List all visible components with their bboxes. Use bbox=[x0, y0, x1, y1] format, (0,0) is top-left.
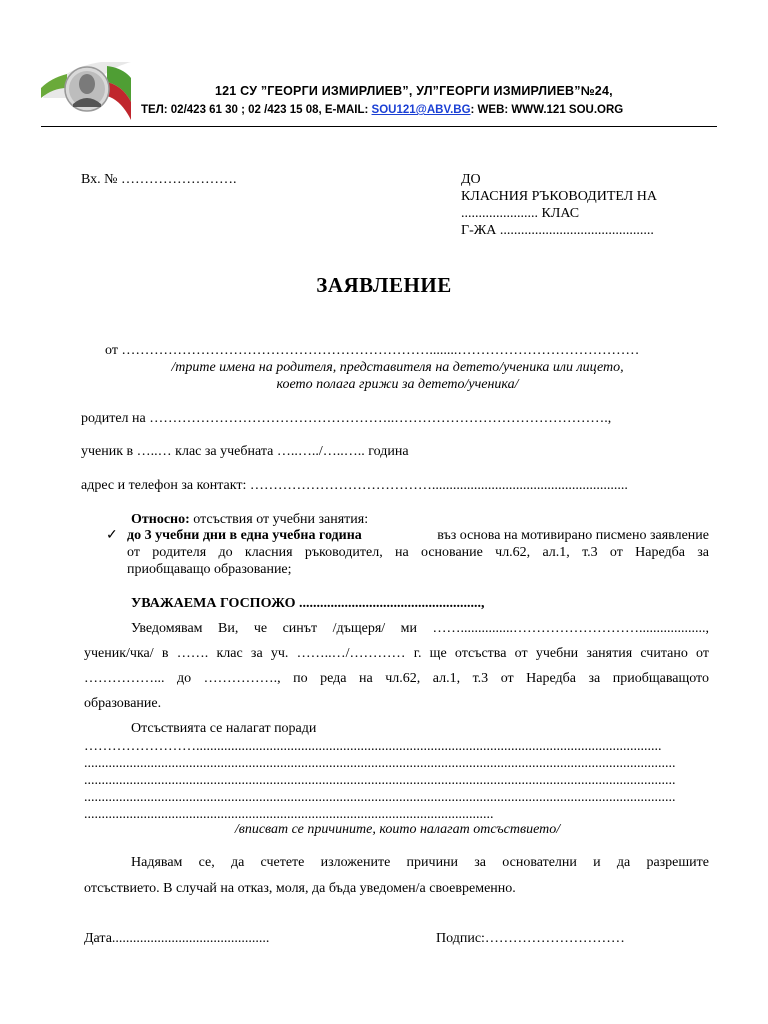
from-line: от …………………………………………………………........………………………………… bbox=[105, 343, 640, 358]
date-field: Дата............................................. bbox=[84, 931, 270, 946]
document-title: ЗАЯВЛЕНИЕ bbox=[316, 273, 452, 297]
web-label: : WEB: WWW.121 SOU.ORG bbox=[470, 104, 624, 116]
bullet-line-2: от родителя до класния ръководител, на основание чл.62, ал.1, т.3 от Наредба за bbox=[127, 545, 709, 560]
checkmark-icon: ✓ bbox=[106, 528, 118, 543]
body-line-2: ученик/чка/ в ……. клас за уч. ……..…/………… г. ще отсъства от учебни занятия считано от bbox=[84, 646, 709, 661]
reasons-hint: /вписват се причините, които налагат отсъствието/ bbox=[234, 822, 561, 837]
address-line: адрес и телефон за контакт: …………………………………........................................................ bbox=[81, 478, 628, 493]
reasons-dots-2: ......................................................................................................................................................................... bbox=[84, 756, 676, 771]
incoming-number: Вх. № ……………………. bbox=[81, 172, 237, 187]
bullet-line-1 bbox=[127, 528, 709, 544]
addressee-class: ...................... КЛАС bbox=[461, 206, 580, 221]
reasons-label: Отсъствията се налагат поради bbox=[131, 721, 317, 736]
from-hint-1: /трите имена на родителя, представителя на детето/ученика или лицето, bbox=[171, 360, 624, 375]
addressee-name: Г-ЖА ............................................ bbox=[461, 223, 654, 238]
parent-line: родител на ……………………………………………..………………………………………., bbox=[81, 411, 612, 426]
body-line-1: Уведомявам Ви, че синът /дъщеря/ ми ……...............………………………..................., bbox=[131, 621, 709, 636]
bullet-text-1: въз основа на мотивирано писмено заявление bbox=[437, 528, 709, 543]
body-line-3: ……………... до ……………., по реда на чл.62, ал.1, т.3 от Наредба за приобщаващото bbox=[84, 671, 709, 686]
salutation: УВАЖАЕМА ГОСПОЖО ...................................................., bbox=[131, 596, 485, 611]
reasons-dots-4: ......................................................................................................................................................................... bbox=[84, 790, 676, 805]
student-line: ученик в …..… клас за учебната …..…../…..….. година bbox=[81, 444, 409, 459]
header-divider bbox=[41, 126, 717, 127]
closing-line-1: Надявам се, да счетете изложените причини за основателни и да разрешите bbox=[131, 855, 709, 870]
closing-line-2: отсъствието. В случай на отказ, моля, да бъда уведомен/а своевременно. bbox=[84, 881, 516, 896]
addressee-to: ДО bbox=[461, 172, 481, 187]
bullet-line-3: приобщаващо образование; bbox=[127, 562, 292, 577]
phone-label: ТЕЛ: 02/423 61 30 ; 02 /423 15 08, E-MAIL: bbox=[141, 104, 372, 116]
from-hint-2: което полага грижи за детето/ученика/ bbox=[276, 377, 519, 392]
email-link[interactable]: SOU121@ABV.BG bbox=[371, 104, 471, 116]
school-header-title: 121 СУ ”ГЕОРГИ ИЗМИРЛИЕВ”, УЛ”ГЕОРГИ ИЗМИРЛИЕВ”№24, bbox=[215, 84, 613, 98]
addressee-teacher: КЛАСНИЯ РЪКОВОДИТЕЛ НА bbox=[461, 189, 657, 204]
signature-field: Подпис:………………………… bbox=[436, 931, 625, 946]
subject-line bbox=[131, 512, 368, 528]
school-header-contacts bbox=[141, 104, 623, 116]
bullet-bold-text: до 3 учебни дни в една учебна година bbox=[127, 528, 362, 543]
reasons-dots-5: ..................................................................................................................... bbox=[84, 807, 494, 822]
school-logo bbox=[41, 58, 133, 120]
subject-label: Относно: bbox=[131, 512, 190, 527]
body-line-4: образование. bbox=[84, 696, 162, 711]
reasons-dots-3: ......................................................................................................................................................................... bbox=[84, 773, 676, 788]
reasons-dots-1: ……………………..................................................................................................................................... bbox=[84, 739, 662, 754]
subject-text: отсъствия от учебни занятия: bbox=[189, 512, 369, 527]
